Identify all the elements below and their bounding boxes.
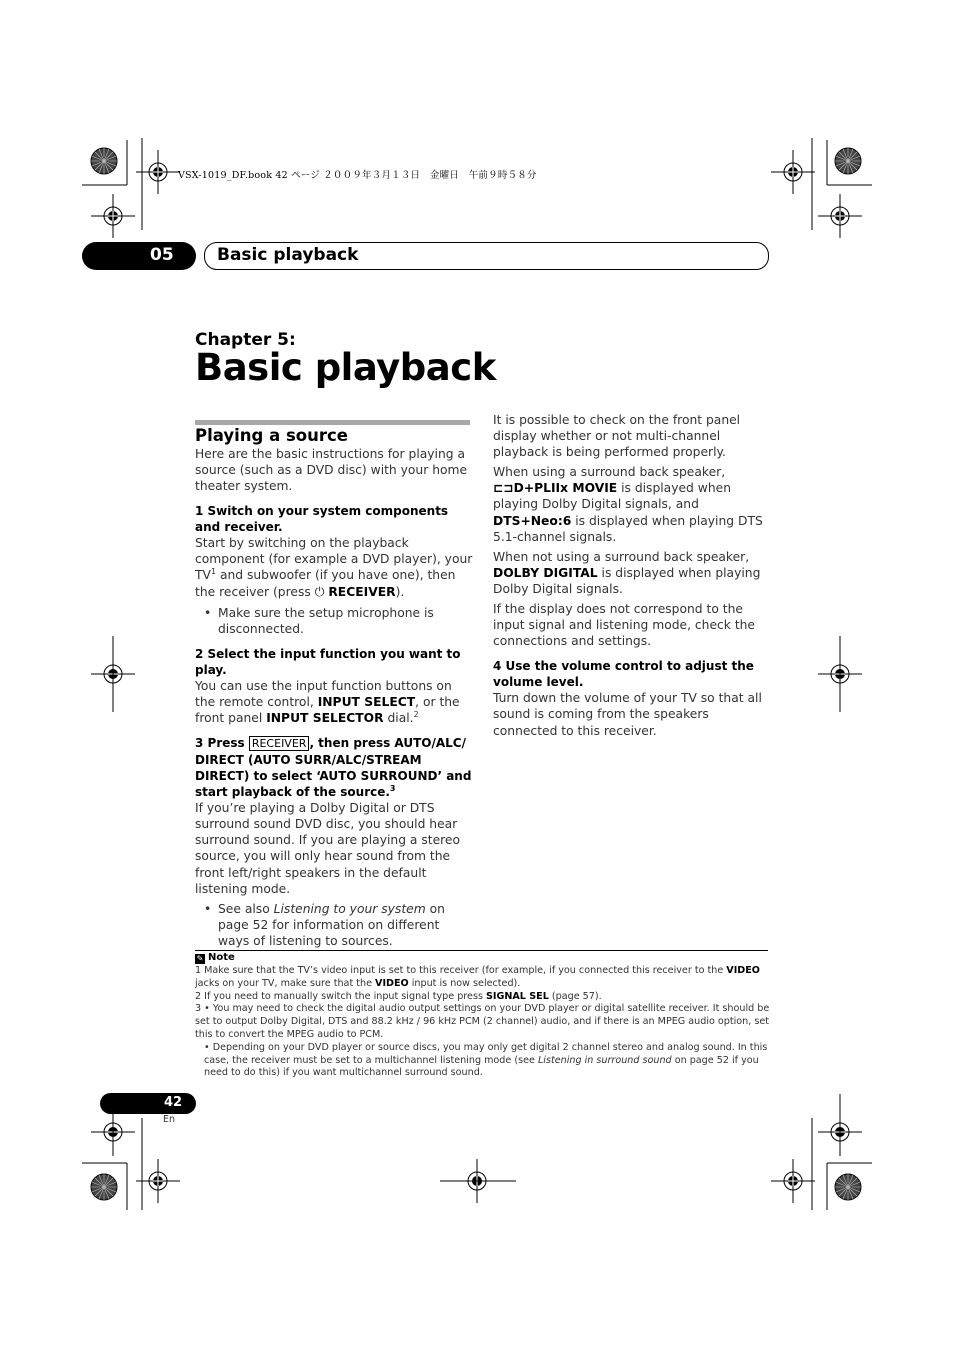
chapter-title: Basic playback bbox=[195, 346, 496, 389]
section-rule bbox=[195, 420, 470, 425]
power-icon: ⏻ bbox=[314, 584, 325, 599]
header-title: Basic playback bbox=[217, 245, 359, 265]
step-1-bullet: • Make sure the setup microphone is disconnected. bbox=[195, 605, 473, 637]
footnote-1: 1 Make sure that the TV’s video input is set to this receiver (for example, if you connected this receiver to the VIDEO jacks on your TV, make sure that the VIDEO input is now selected). bbox=[195, 965, 760, 989]
right-para-3: When not using a surround back speaker, DOLBY DIGITAL is displayed when playing Dolby Digital signals. bbox=[493, 549, 761, 596]
footnote-2: 2 If you need to manually switch the input signal type press SIGNAL SEL (page 57). bbox=[195, 990, 602, 1002]
page-number: 42 bbox=[164, 1095, 183, 1110]
note-pencil-icon: ✎ bbox=[196, 954, 204, 963]
step-2-title: 2 Select the input function you want to play. bbox=[195, 646, 461, 677]
right-para-4: If the display does not correspond to the input signal and listening mode, check the connections and settings. bbox=[493, 602, 755, 649]
right-para-1: It is possible to check on the front panel display whether or not multi-channel playback is being performed properly. bbox=[493, 413, 741, 460]
step-1-title: 1 Switch on your system components and receiver. bbox=[195, 504, 449, 535]
print-meta-line: VSX-1019_DF.book 42 ページ ２００９年３月１３日 金曜日 午前９時５８分 bbox=[178, 170, 537, 181]
step-2-body: You can use the input function buttons on the remote control, INPUT SELECT, or the front panel INPUT SELECTOR dial.$^2$ bbox=[195, 678, 460, 726]
step-1-body: Start by switching on the playback component (for example a DVD player), your $TV^1$ and subwoofer (if you have one), then the receiver (press ⏻ RECEIVER). bbox=[195, 536, 473, 599]
right-para-2: When using a surround back speaker, ⊏⊐D+PLIIx MOVIE is displayed when playing Dolby Digital signals, and DTS+Neo:6 is displayed when playing DTS 5.1-channel signals. bbox=[493, 465, 763, 544]
footnote-3b: • Depending on your DVD player or source discs, you may only get digital 2 channel stereo and analog sound. In this case, the receiver must be set to a multichannel listening mode (see Listening in surround sound on page 52 if you need to do this) if you want multichannel surround sound. bbox=[204, 1041, 768, 1079]
footnotes bbox=[195, 965, 770, 1080]
right-column bbox=[493, 412, 773, 739]
section-title: Playing a source bbox=[195, 426, 348, 445]
step-3-body: If you’re playing a Dolby Digital or DTS surround sound DVD disc, you should hear surround sound. If you are playing a stereo source, you will only hear sound from the front left/right speakers in the default listening mode. bbox=[195, 801, 461, 896]
chapter-label: Chapter 5: bbox=[195, 330, 296, 350]
receiver-key-label: RECEIVER bbox=[249, 736, 310, 751]
chapter-number-pill bbox=[82, 242, 196, 270]
section-intro: Here are the basic instructions for playing a source (such as a DVD disc) with your home theater system. bbox=[195, 447, 468, 494]
left-column bbox=[195, 426, 473, 949]
step-4-body: Turn down the volume of your TV so that all sound is coming from the speakers connected to this receiver. bbox=[493, 691, 762, 738]
notes-heading: ✎ Note bbox=[196, 952, 235, 963]
step-3-title: 3 Press RECEIVER , then press AUTO/ALC/ DIRECT (AUTO SURR/ALC/STREAM DIRECT) to select ‘AUTO SURROUND’ and start playback of the source.$^3$ bbox=[195, 736, 472, 800]
step-4-title: 4 Use the volume control to adjust the volume level. bbox=[493, 659, 754, 690]
chapter-number: 05 bbox=[150, 245, 174, 265]
step-3-bullet: • See also Listening to your system on page 52 for information on different ways of listening to sources. bbox=[195, 901, 473, 949]
footnote-3a: 3 • You may need to check the digital audio output settings on your DVD player or digital satellite receiver. It should be set to output Dolby Digital, DTS and 88.2 kHz / 96 kHz PCM (2 channel) audio, and if there is an MPEG audio option, set this to convert the MPEG audio to PCM. bbox=[195, 1003, 770, 1040]
notes-rule bbox=[195, 950, 768, 951]
page-language: En bbox=[163, 1114, 176, 1125]
dolby-logo-icon: ⊏⊐ bbox=[493, 481, 514, 496]
